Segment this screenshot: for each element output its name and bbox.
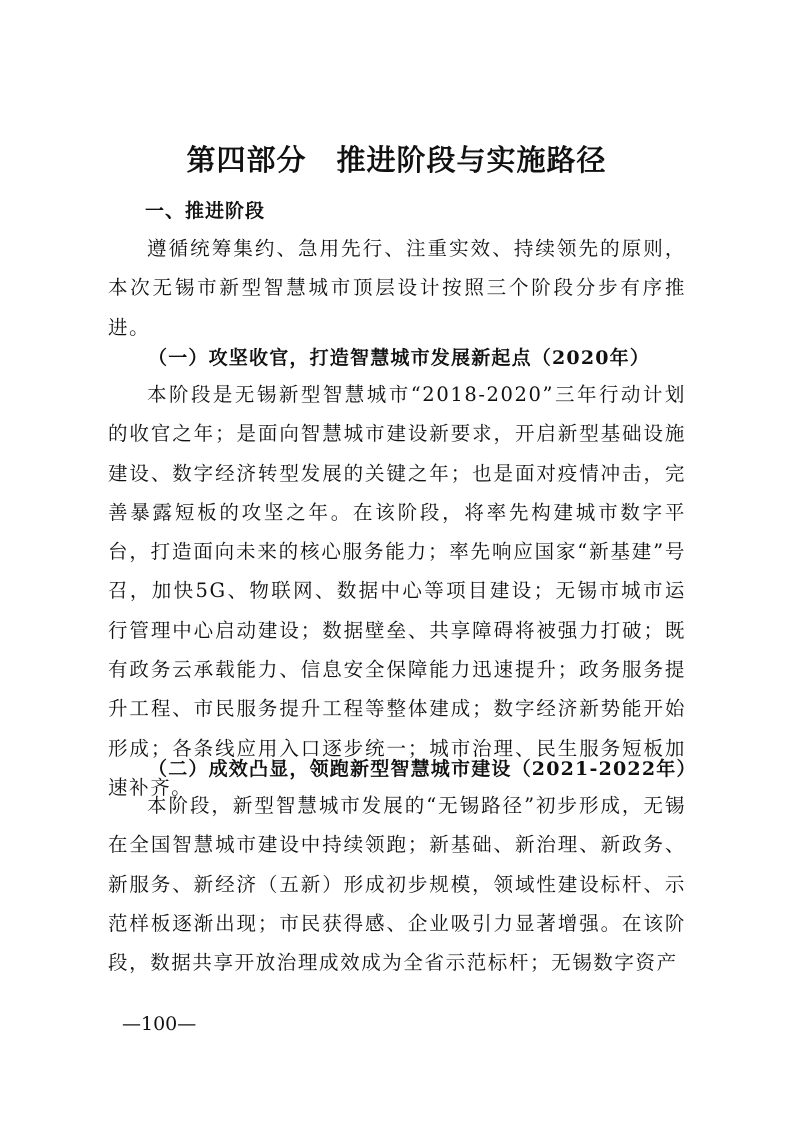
page-number: —100— (122, 1013, 197, 1035)
page-title: 第四部分 推进阶段与实施路径 (186, 143, 607, 177)
section-heading: 一、推进阶段 (145, 200, 266, 222)
intro-paragraph: 遵循统筹集约、急用先行、注重实效、持续领先的原则，本次无锡市新型智慧城市顶层设计按照三个阶段分步有序推进。 (108, 237, 686, 339)
stage2-paragraph: 本阶段，新型智慧城市发展的“无锡路径”初步形成，无锡在全国智慧城市建设中持续领跑；新基础、新治理、新政务、新服务、新经济（五新）形成初步规模，领域性建设标杆、示范样板逐渐出现；市民获得感、企业吸引力显著增强。在该阶段，数据共享开放治理成效成为全省示范标杆；无锡数字资产 (108, 794, 686, 975)
stage2-heading: （二）成效凸显，领跑新型智慧城市建设（2021-2022年） (148, 758, 697, 780)
stage1-paragraph: 本阶段是无锡新型智慧城市“2018-2020”三年行动计划的收官之年；是面向智慧城市建设新要求，开启新型基础设施建设、数字经济转型发展的关键之年；也是面对疫情冲击，完善暴露短板的攻坚之年。在该阶段，将率先构建城市数字平台，打造面向未来的核心服务能力；率先响应国家“新基建”号召，加快5G、物联网、数据中心等项目建设；无锡市城市运行管理中心启动建设；数据壁垒、共享障碍将被强力打破；既有政务云承载能力、信息安全保障能力迅速提升；政务服务提升工程、市民服务提升工程等整体建成；数字经济新势能开始形成；各条线应用入口逐步统一；城市治理、民生服务短板加速补齐。 (108, 383, 686, 799)
stage1-heading: （一）攻坚收官，打造智慧城市发展新起点（2020年） (148, 347, 651, 369)
